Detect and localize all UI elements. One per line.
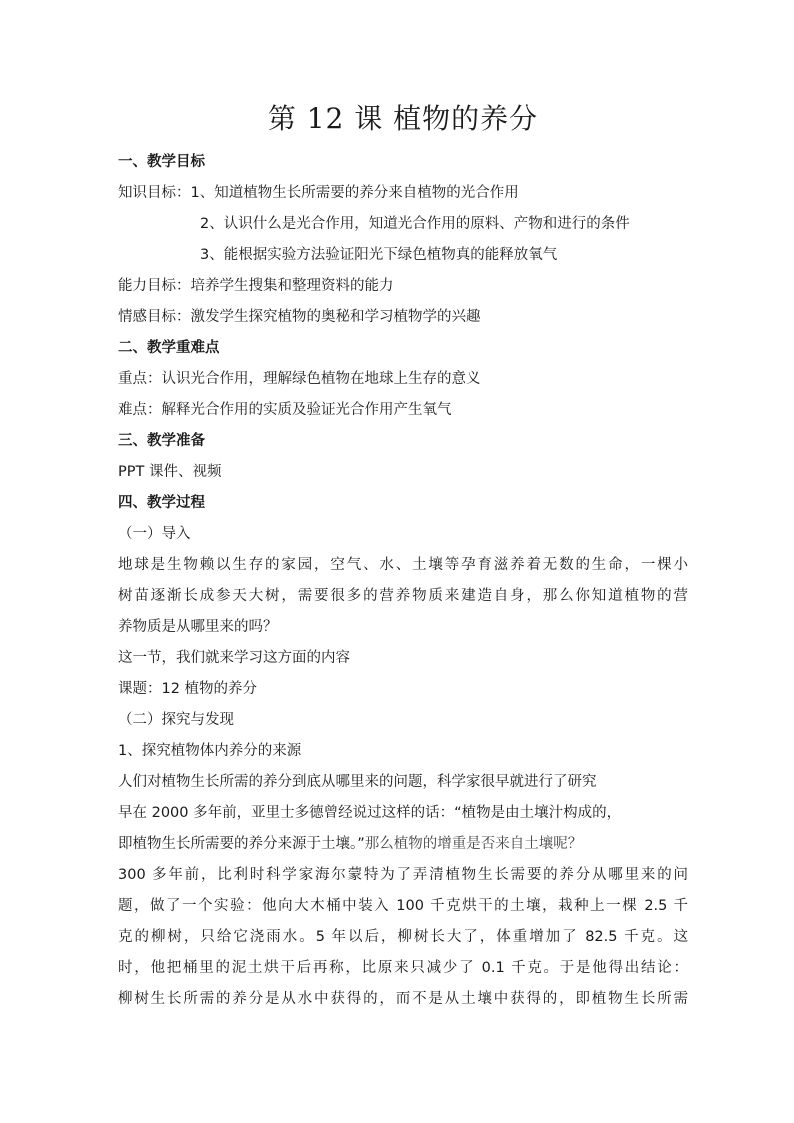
question-note: 那么植物的增重是否来自土壤呢？	[364, 836, 583, 852]
text-line: 知识目标：1、知道植物生长所需要的养分来自植物的光合作用	[118, 185, 519, 201]
text-line: PPT 课件、视频	[118, 464, 222, 480]
section-heading-process: 四、教学过程	[118, 495, 205, 511]
section-heading-preparation: 三、教学准备	[118, 433, 205, 449]
text-line: 时，他把桶里的泥土烘干后再称，比原来只减少了 0.1 千克。于是他得出结论：	[118, 960, 688, 976]
text-line: 300 多年前，比利时科学家海尔蒙特为了弄清植物生长需要的养分从哪里来的问	[118, 867, 688, 883]
text-line: 3、能根据实验方法验证阳光下绿色植物真的能释放氧气	[200, 247, 558, 263]
text-line: 早在 2000 多年前，亚里士多德曾经说过这样的话：“植物是由土壤汁构成的，	[118, 805, 622, 821]
text-line	[118, 829, 688, 860]
text-line: 树苗逐渐长成参天大树，需要很多的营养物质来建造自身，那么你知道植物的营	[118, 588, 688, 604]
section-heading-objectives: 一、教学目标	[118, 154, 205, 170]
document-content	[118, 101, 688, 1015]
text-line: 养物质是从哪里来的吗？	[118, 619, 278, 635]
text-line: 情感目标：激发学生探究植物的奥秘和学习植物学的兴趣	[118, 309, 481, 325]
section-heading-key-points: 二、教学重难点	[118, 340, 220, 356]
text-line: 难点：解释光合作用的实质及验证光合作用产生氧气	[118, 402, 452, 418]
text-line: 克的柳树，只给它浇雨水。5 年以后，柳树长大了，体重增加了 82.5 千克。这	[118, 929, 688, 945]
subsection-heading: （二）探究与发现	[118, 712, 234, 728]
text-line: 2、认识什么是光合作用，知道光合作用的原料、产物和进行的条件	[200, 216, 630, 232]
text-line: 能力目标：培养学生搜集和整理资料的能力	[118, 278, 394, 294]
text-line: 题，做了一个实验：他向大木桶中装入 100 千克烘干的土壤，栽种上一棵 2.5 千	[118, 898, 688, 914]
page-title: 第 12 课 植物的养分	[267, 102, 539, 135]
text-line: 课题：12 植物的养分	[118, 681, 258, 697]
text-line: 柳树生长所需的养分是从水中获得的，而不是从土壤中获得的，即植物生长所需	[118, 991, 688, 1007]
text-line: 这一节，我们就来学习这方面的内容	[118, 650, 350, 666]
subsection-heading: （一）导入	[118, 526, 191, 542]
text-line: 1、探究植物体内养分的来源	[118, 743, 302, 759]
text-line: 重点：认识光合作用，理解绿色植物在地球上生存的意义	[118, 371, 481, 387]
text-line: 地球是生物赖以生存的家园，空气、水、土壤等孕育滋养着无数的生命，一棵小	[118, 557, 688, 573]
text-line: 人们对植物生长所需的养分到底从哪里来的问题，科学家很早就进行了研究	[118, 774, 597, 790]
text-span: 即植物生长所需要的养分来源于土壤。”	[118, 836, 365, 852]
